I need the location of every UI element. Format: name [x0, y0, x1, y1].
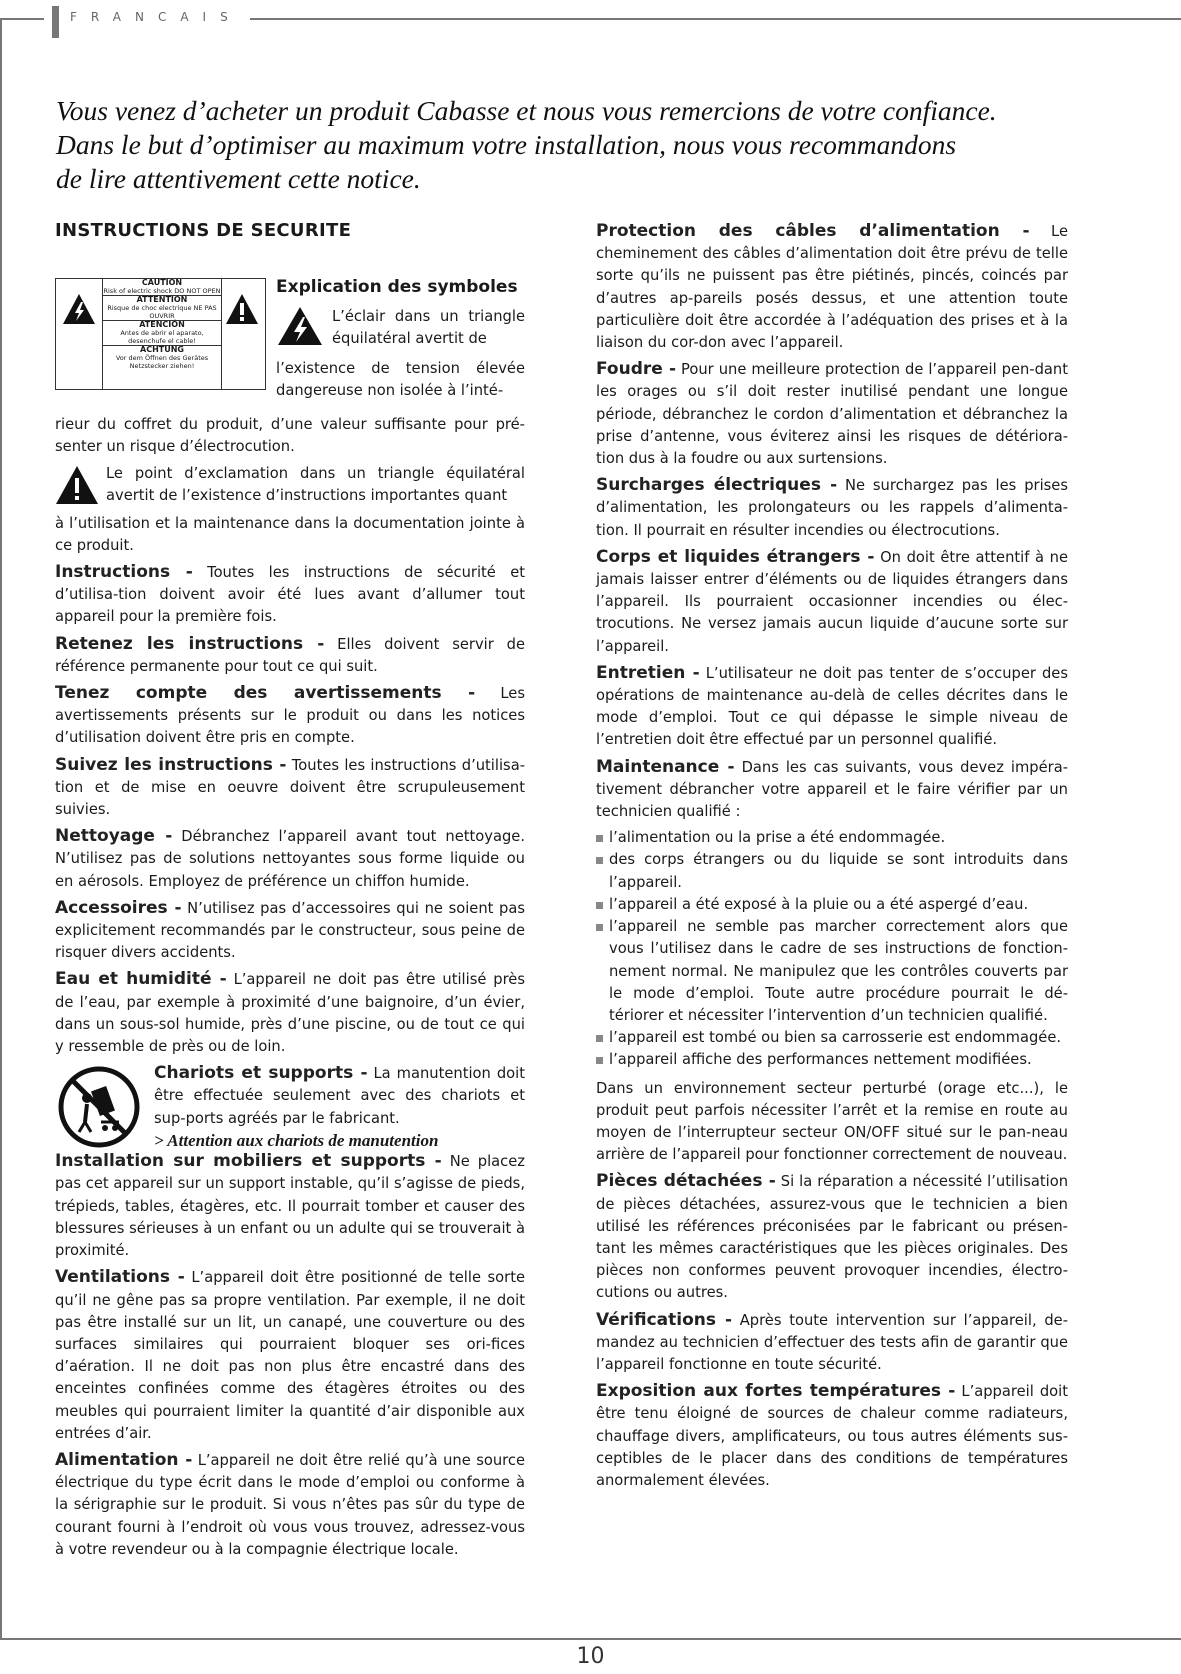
exclamation-triangle-icon	[225, 293, 259, 325]
item-text: Dans les cas suivants, vous devez impéra-tivement débrancher votre appareil et le faire vérifier par un technicien qualifié :	[596, 758, 1069, 821]
instruction-item	[55, 1150, 525, 1262]
attention-sub: Risque de choc electrique NE PAS OUVRIR	[107, 304, 217, 321]
caution-sub: Risk of electric shock DO NOT OPEN	[103, 287, 221, 296]
section-heading: INSTRUCTIONS DE SECURITE	[55, 220, 352, 241]
instruction-item	[55, 897, 525, 965]
achtung-title: ACHTUNG	[140, 345, 184, 355]
item-title: Vérifications -	[596, 1309, 732, 1330]
list-item: l’appareil ne semble pas marcher correctement alors que vous l’utilisez dans le cadre de ses instructions de fonction-nement normal. Ne manipulez que les contrôles couverts par le mode d’emploi. Toute autre procédure pourrait le dé-tériorer et nécessiter l’intervention d’un technicien qualifié.	[596, 916, 1068, 1027]
instruction-item	[55, 633, 525, 678]
maintenance-list	[596, 827, 1068, 1071]
symbols-block	[55, 242, 525, 410]
item-text: L’appareil doit être positionné de telle sorte qu’il ne gêne pas sa propre ventilation. Par exemple, il ne doit pas être installé sur un lit, un canapé, une couverture ou des surfaces similaires qui pourraient bloquer ses ori-fices d’aération. Il ne doit pas non plus être encastré dans des enceintes confinées comme des étagères étroites ou des meubles qui pourraient limiter la quantité d’air disponible aux entrées d’air.	[55, 1269, 525, 1442]
symbol2-text-cont: à l’utilisation et la maintenance dans la documentation jointe à ce produit.	[55, 514, 525, 554]
lightning-triangle-icon	[277, 306, 323, 346]
item-text: L’appareil ne doit être relié qu’à une source électrique du type écrit dans le mode d’emploi ou conforme à la sérigraphie sur le produit. Si vous n’êtes pas sûr du type de courant fourni à l’endroit où vous vous trouvez, adressez-vous à votre revendeur ou à la compagnie électrique locale.	[55, 1451, 525, 1558]
item-text: N’utilisez pas d’accessoires qui ne soient pas explicitement recommandés par le constructeur, sous peine de risquer divers accidents.	[55, 899, 525, 962]
cart-warning	[55, 1062, 525, 1150]
attention-title: ATTENTION	[136, 295, 188, 305]
caution-label	[55, 278, 266, 390]
instruction-item	[596, 546, 1068, 658]
item-title: Accessoires -	[55, 897, 182, 918]
item-title: Eau et humidité -	[55, 969, 227, 990]
lightning-triangle-icon	[62, 293, 96, 325]
item-text: Ne surchargez pas les prises d’alimentation, les prolongateurs ou les rappels d’alimenta-tion. Il pourrait en résulter incendies ou électrocutions.	[596, 477, 1068, 539]
list-item: l’appareil affiche des performances nettement modifiées.	[596, 1049, 1068, 1071]
item-text: On doit être attentif à ne jamais laisser entrer d’éléments ou de liquides étrangers dans l’appareil. Ils pourraient occasionner incendies ou élec-trocutions. Ne versez jamais aucun liquide d’aucune sorte sur l’appareil.	[596, 548, 1068, 655]
instruction-item	[55, 682, 525, 750]
item-text: Après toute intervention sur l’appareil, de-mandez au technicien d’effectuer des tests afin de garantir que l’appareil fonctionne en toute sécurité.	[596, 1311, 1068, 1373]
item-title: Tenez compte des avertissements -	[55, 683, 476, 704]
item-text: Ne placez pas cet appareil sur un support instable, qu’il s’agisse de pieds, trépieds, tables, étagères, etc. Il pourrait tomber et causer des blessures sérieuses à un enfant ou un adulte qui se trouverait à proximité.	[55, 1153, 526, 1260]
symbol1-text: L’éclair dans un triangle équilatéral avertit de	[332, 308, 525, 348]
item-title: Alimentation -	[55, 1449, 193, 1470]
item-title: Nettoyage -	[55, 826, 173, 847]
item-title: Ventilations -	[55, 1267, 185, 1288]
header-tab-marker	[52, 6, 59, 38]
instruction-item	[55, 968, 525, 1058]
instruction-item	[596, 1380, 1068, 1492]
instruction-item	[596, 1309, 1068, 1377]
symbols-title: Explication des symboles	[276, 277, 518, 298]
instruction-item	[596, 474, 1068, 542]
item-title: Instructions -	[55, 562, 193, 583]
item-text: Toutes les instructions d’utilisa-tion et de mise en oeuvre doivent être scrupuleusement suivies.	[55, 756, 525, 819]
instruction-item	[596, 662, 1068, 752]
instruction-item	[55, 754, 525, 822]
item-text: Toutes les instructions de sécurité et d’utilisa-tion doivent avoir été lues avant d’allumer tout appareil pour la première fois.	[55, 564, 525, 626]
list-item: l’alimentation ou la prise a été endommagée.	[596, 827, 1068, 849]
intro-line: Vous venez d’acheter un produit Cabasse et nous vous remercions de votre confiance.	[56, 95, 997, 126]
list-item: l’appareil a été exposé à la pluie ou a été aspergé d’eau.	[596, 894, 1068, 916]
power-paragraph: Dans un environnement secteur perturbé (orage etc...), le produit peut parfois nécessiter l’arrêt et la remise en route au moyen de l’interrupteur secteur ON/OFF situé sur le pan-neau arrière de l’appareil pour fonctionner correctement de nouveau.	[596, 1079, 1068, 1164]
item-text: Elles doivent servir de référence permanente pour tout ce qui suit.	[55, 635, 525, 675]
item-text: Pour une meilleure protection de l’appareil pen-dant les orages ou s’il doit rester inutilisé pendant une longue période, débranchez le cordon d’alimentation et débranchez la prise d’antenne, vous éviterez ainsi les risques de détériora-tion dus à la foudre ou aux surtensions.	[596, 361, 1068, 468]
instruction-item	[596, 756, 1068, 824]
item-text: L’appareil ne doit pas être utilisé près de l’eau, par exemple à proximité d’une baignoire, d’un évier, dans un sous-sol humide, près d’une piscine, ou de tout ce qui y ressemble de près ou de loin.	[55, 971, 525, 1056]
item-title: Entretien -	[596, 662, 700, 683]
item-text: Le cheminement des câbles d’alimentation doit être prévu de telle sorte qu’ils ne puissent pas être piétinés, pincés, coincés par d’autres ap-pareils posés dessus, et une attention toute particulière doit être accordée à l’adéquation des prises et à la liaison du cor-don avec l’appareil.	[596, 223, 1068, 352]
frame-left-line	[0, 18, 2, 1638]
item-text: L’appareil doit être tenu éloigné de sources de chaleur comme radiateurs, chauffage divers, amplificateurs, ou tous autres éléments sus-ceptibles de le placer dans des conditions de températures anormalement élevées.	[596, 1383, 1068, 1489]
left-column	[55, 220, 525, 1565]
cart-tipover-icon	[55, 1066, 143, 1148]
item-title: Retenez les instructions -	[55, 633, 325, 654]
frame-top-line	[0, 18, 44, 20]
instruction-item	[596, 220, 1068, 354]
instruction-item	[596, 358, 1068, 470]
item-title: Corps et liquides étrangers -	[596, 546, 875, 567]
symbol1-text-cont: l’existence de tension élevée dangereuse non isolée à l’inté-	[276, 360, 525, 400]
symbol1-text-end: rieur du coffret du produit, d’une valeur suffisante pour pré-senter un risque d’électrocution.	[55, 416, 525, 456]
item-title: Foudre -	[596, 359, 677, 380]
exclamation-explanation	[55, 463, 525, 513]
instruction-item	[55, 825, 525, 893]
instruction-item	[55, 1449, 525, 1561]
header-rule	[250, 18, 1181, 20]
item-text: Les avertissements présents sur le produit ou dans les notices d’utilisation doivent être pris en compte.	[55, 685, 525, 747]
instruction-item	[596, 1170, 1068, 1304]
caution-label-text	[102, 279, 222, 389]
atencion-title: ATENCIÓN	[139, 320, 185, 330]
symbol2-text: Le point d’exclamation dans un triangle équilatéral avertit de l’existence d’instructions importantes quant	[106, 464, 525, 504]
list-item: des corps étrangers ou du liquide se sont introduits dans l’appareil.	[596, 849, 1068, 893]
intro-line: de lire attentivement cette notice.	[56, 163, 421, 194]
right-column	[596, 220, 1068, 1496]
exclamation-triangle-icon	[55, 465, 99, 505]
language-label: FRANCAIS	[70, 10, 242, 24]
item-text: La manutention doit être effectuée seulement avec des chariots et sup-ports agréés par le fabricant.	[154, 1065, 525, 1127]
achtung-sub: Vor dem Öffnen des Gerätes Netzstecker ziehen!	[115, 354, 209, 371]
frame-bottom-line	[0, 1638, 1181, 1640]
instruction-item	[55, 1266, 525, 1445]
cart-text	[154, 1062, 525, 1153]
item-title: Pièces détachées -	[596, 1171, 776, 1192]
atencion-sub: Antes de abrir el aparato, desenchufe el cable!	[120, 329, 204, 346]
instruction-item	[55, 561, 525, 629]
item-title: Maintenance -	[596, 756, 735, 777]
item-title: Suivez les instructions -	[55, 754, 287, 775]
caution-title: CAUTION	[141, 278, 183, 288]
intro-text	[56, 94, 1116, 196]
item-title: Installation sur mobiliers et supports -	[55, 1151, 442, 1172]
item-title: Protection des câbles d’alimentation -	[596, 221, 1030, 241]
item-text: L’utilisateur ne doit pas tenter de s’occuper des opérations de maintenance au-delà de celles décrites dans le mode d’emploi. Tout ce qui dépasse le simple niveau de l’entretien doit être effectué par un personnel qualifié.	[596, 664, 1068, 749]
page-number: 10	[576, 1644, 605, 1669]
intro-line: Dans le but d’optimiser au maximum votre installation, nous vous recommandons	[56, 129, 957, 160]
item-title: Surcharges électriques -	[596, 475, 838, 496]
item-text: Si la réparation a nécessité l’utilisation de pièces détachées, assurez-vous que le technicien a bien utilisé les références préconisées par le fabricant ou présen-tant les mêmes caractéristiques que les pièces originales. Des pièces non conformes peuvent provoquer incendies, électro-cutions ou autres.	[596, 1173, 1068, 1302]
item-text: Débranchez l’appareil avant tout nettoyage. N’utilisez pas de solutions nettoyantes sous forme liquide ou en aérosols. Employez de préférence un chiffon humide.	[55, 828, 525, 890]
cart-note: > Attention aux chariots de manutention	[154, 1130, 439, 1150]
item-title: Chariots et supports -	[154, 1063, 368, 1084]
item-title: Exposition aux fortes températures -	[596, 1381, 956, 1402]
list-item: l’appareil est tombé ou bien sa carrosserie est endommagée.	[596, 1027, 1068, 1049]
